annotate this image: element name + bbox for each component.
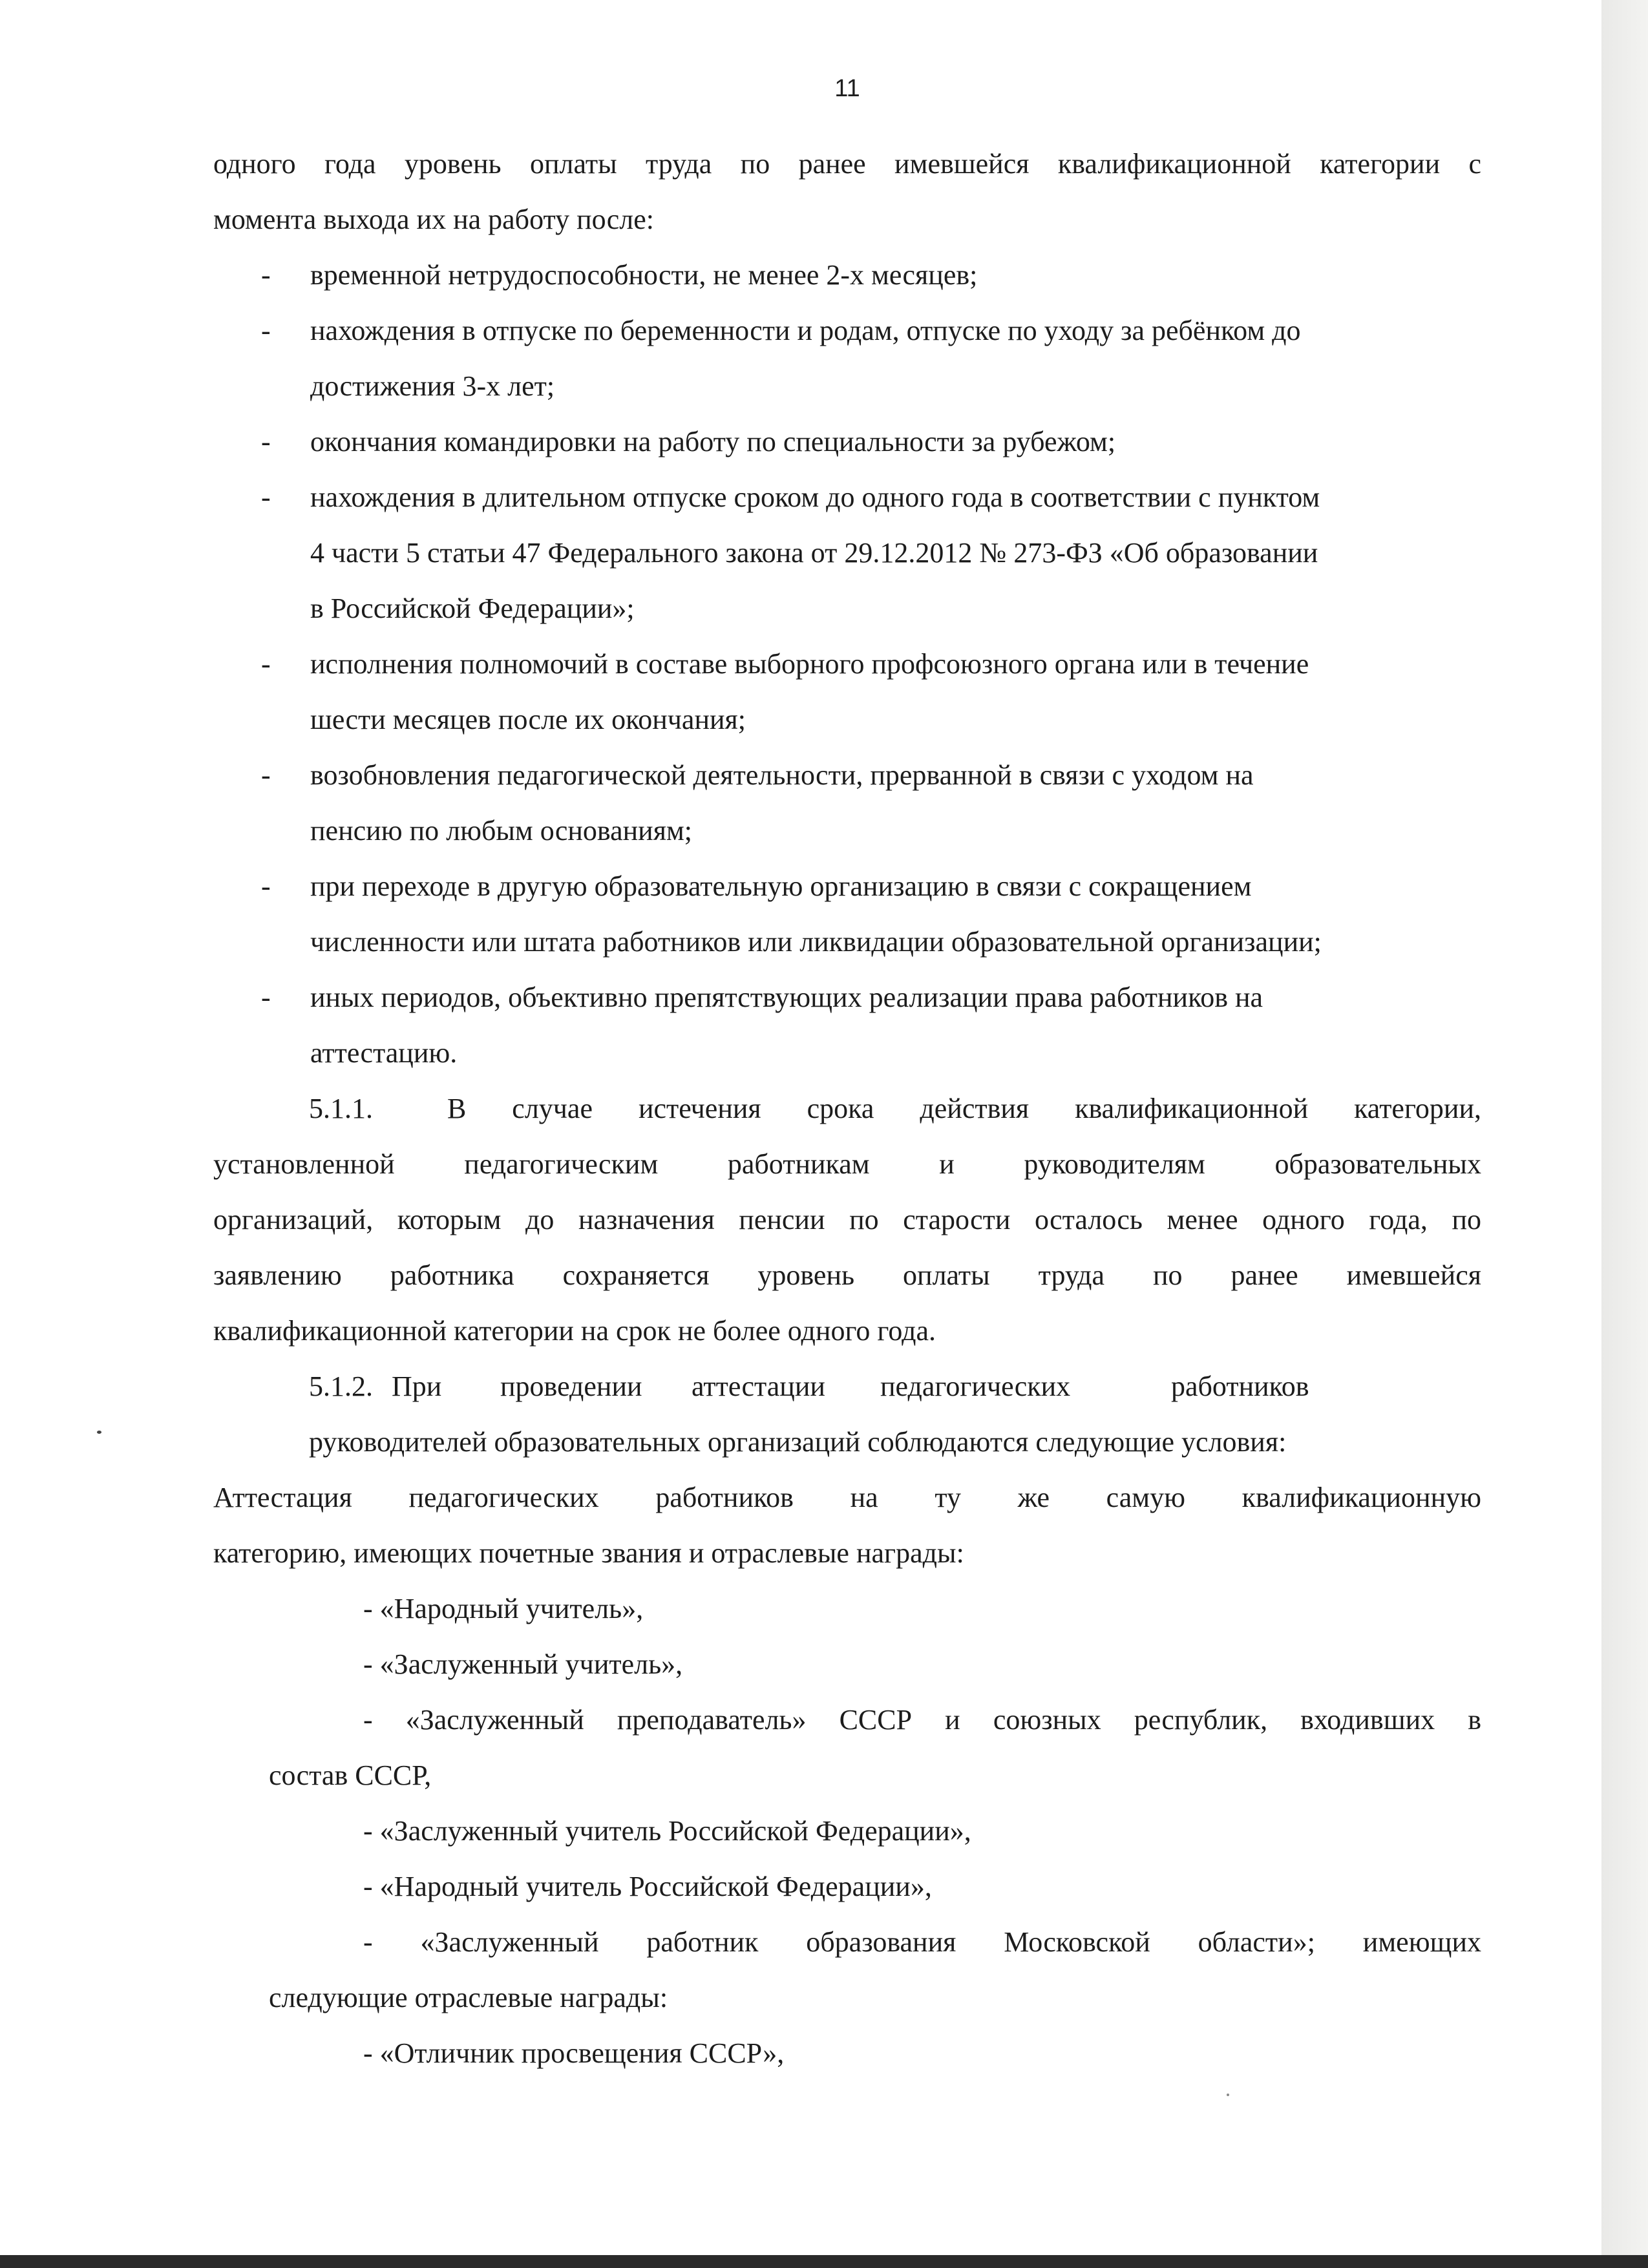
list-marker: - (261, 870, 271, 902)
award-item: - «Заслуженный учитель Российской Федерации», (363, 1815, 971, 1847)
award-item: - «Отличник просвещения СССР», (363, 2037, 785, 2069)
list-item-line: окончания командировки на работу по специальности за рубежом; (310, 426, 1116, 457)
award-item-continuation: следующие отраслевые награды: (269, 1982, 668, 2013)
award-item-continuation: состав СССР, (269, 1759, 432, 1791)
award-item: - «Народный учитель», (363, 1593, 644, 1624)
paragraph-line: установленной педагогическим работникам и руководителям образовательных (213, 1148, 1481, 1180)
paragraph-line: заявлению работника сохраняется уровень оплаты труда по ранее имевшейся (213, 1259, 1481, 1291)
paragraph-line: организаций, которым до назначения пенсии по старости осталось менее одного года, по (213, 1204, 1481, 1235)
list-item-line: аттестацию. (310, 1037, 458, 1069)
list-item-line: шести месяцев после их окончания; (310, 704, 746, 735)
clause-number: 5.1.2. (309, 1370, 373, 1402)
paragraph-line: категорию, имеющих почетные звания и отраслевые награды: (213, 1537, 964, 1569)
paragraph-word: педагогических (880, 1370, 1071, 1402)
list-item-line: нахождения в длительном отпуске сроком до одного года в соответствии с пунктом (310, 481, 1320, 513)
list-item-line: в Российской Федерации»; (310, 593, 635, 624)
paragraph-line: момента выхода их на работу после: (213, 204, 655, 235)
scan-page-edge (1601, 0, 1648, 2255)
list-marker: - (261, 426, 271, 457)
award-item: - «Заслуженный преподаватель» СССР и союзных республик, входивших в (363, 1704, 1481, 1736)
list-item-line: исполнения полномочий в составе выборного профсоюзного органа или в течение (310, 648, 1309, 680)
paragraph-word: проведении (500, 1370, 642, 1402)
paragraph-word: аттестации (692, 1370, 825, 1402)
page-number: 11 (834, 75, 860, 102)
list-marker: - (261, 759, 271, 791)
list-marker: - (261, 648, 271, 680)
award-item: - «Заслуженный работник образования Московской области»; имеющих (363, 1926, 1481, 1958)
list-item-line: иных периодов, объективно препятствующих реализации права работников на (310, 982, 1263, 1013)
scan-speck (97, 1431, 101, 1434)
list-marker: - (261, 315, 271, 346)
paragraph-line: Аттестация педагогических работников на ту же самую квалификационную (213, 1482, 1481, 1513)
paragraph-line: квалификационной категории на срок не более одного года. (213, 1315, 936, 1347)
scan-bottom-edge (0, 2255, 1648, 2268)
paragraph-word: работников (1171, 1370, 1309, 1402)
award-item: - «Народный учитель Российской Федерации», (363, 1871, 932, 1902)
list-item-line: достижения 3-х лет; (310, 370, 555, 402)
list-item-line: численности или штата работников или ликвидации образовательной организации; (310, 926, 1322, 958)
paragraph-line: одного года уровень оплаты труда по ранее имевшейся квалификационной категории с (213, 148, 1481, 180)
scan-speck (1227, 2094, 1229, 2096)
list-item-line: временной нетрудоспособности, не менее 2-х месяцев; (310, 259, 978, 291)
award-item: - «Заслуженный учитель», (363, 1648, 683, 1680)
clause-number: 5.1.1. (309, 1093, 373, 1124)
paragraph-line: руководителей образовательных организаций соблюдаются следующие условия: (309, 1426, 1287, 1458)
list-item-line: возобновления педагогической деятельности, прерванной в связи с уходом на (310, 759, 1254, 791)
list-marker: - (261, 481, 271, 513)
paragraph-line: В случае истечения срока действия квалификационной категории, (447, 1093, 1481, 1124)
paragraph-word: При (392, 1370, 442, 1402)
list-marker: - (261, 259, 271, 291)
list-item-line: 4 части 5 статьи 47 Федерального закона от 29.12.2012 № 273-ФЗ «Об образовании (310, 537, 1318, 569)
list-item-line: пенсию по любым основаниям; (310, 815, 693, 846)
list-marker: - (261, 982, 271, 1013)
list-item-line: при переходе в другую образовательную организацию в связи с сокращением (310, 870, 1252, 902)
list-item-line: нахождения в отпуске по беременности и родам, отпуске по уходу за ребёнком до (310, 315, 1301, 346)
